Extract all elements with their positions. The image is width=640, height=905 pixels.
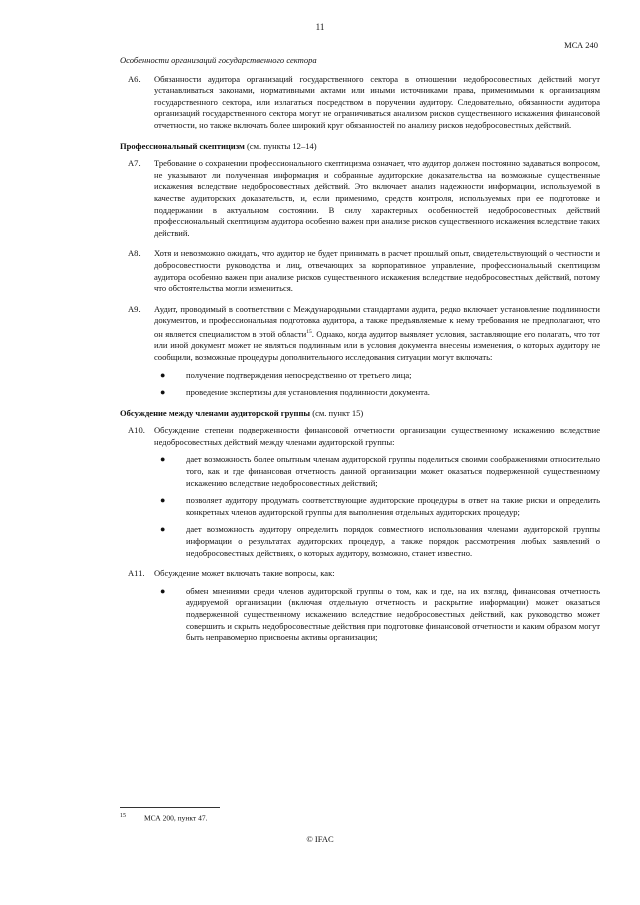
bullet-icon: ● [160, 585, 166, 596]
paragraph-text: Обсуждение степени подверженности финансовой отчетности организации существенному искажению вследствие недобросовестных действий между членами аудиторской группы: [154, 425, 600, 447]
paragraph-a10 [120, 425, 600, 448]
paragraph-a11 [120, 568, 600, 580]
paragraph-a7 [120, 158, 600, 239]
list-item: ● дает возможность более опытным членам аудиторской группы поделиться своими соображениями относительно того, как и где финансовая отчетность данной организации может оказаться подверженной существенному искажению вследствие недобросовестных действий; [160, 454, 600, 488]
list-item: ● позволяет аудитору продумать соответствующие аудиторские процедуры в ответ на такие риски и определить конкретных членов аудиторской группы для выполнения отдельных аудиторских процедур; [160, 495, 600, 517]
section-heading-public-sector: Особенности организаций государственного сектора [120, 55, 317, 65]
footnote [120, 813, 207, 823]
paragraph-text-continued: . Однако, когда аудитор выявляет условия, заставляющие его полагать, что тот или иной документ может не являться подлинным или в условия документа внесены изменения, о которых аудитору не сообщили, возможные процедуры дополнительного исследования ситуации могут включать: [154, 328, 600, 362]
bullet-icon: ● [160, 524, 166, 535]
footnote-divider [120, 807, 220, 808]
paragraph-a9 [120, 304, 600, 364]
bullet-icon: ● [160, 495, 166, 506]
paragraph-text: Аудит, проводимый в соответствии с Международными стандартами аудита, редко включает установление подлинности документов, и профессиональная подготовка аудитора, а также предъявляемые к нему требования не предполагают, что он является специалистом в этой области [154, 303, 600, 339]
paragraph-text: Требование о сохранении профессионального скептицизма означает, что аудитор должен постоянно задаваться вопросом, не указывают ли полученная информация и собранные аудиторские доказательства на возможные существенные искажения вследствие недобросовестных действий. Это включает анализ надежности информации, используемой в качестве аудиторских доказательств, и, если применимо, средств контроля, используемых при ее подготовке и поддержании в актуальном состоянии. В силу характерных особенностей недобросовестных действий профессиональный скептицизм аудитора особенно важен при анализе рисков существенного искажения вследствие таких действий. [154, 158, 600, 238]
bullet-icon: ● [160, 387, 166, 398]
list-item: ● проведение экспертизы для установления подлинности документа. [160, 387, 430, 398]
copyright-footer: © IFAC [306, 834, 334, 844]
paragraph-number: A6. [128, 73, 141, 84]
list-item: ● получение подтверждения непосредственно от третьего лица; [160, 369, 412, 380]
section-heading-skepticism [120, 141, 600, 153]
paragraph-number: A11. [128, 568, 145, 579]
paragraph-a8 [120, 248, 600, 294]
bullet-icon: ● [160, 369, 166, 380]
list-item: ● дает возможность аудитору определить порядок совместного использования членами аудиторской группы информации о результатах аудиторских процедур, а также порядок рассмотрения любых заявлений о недобросовестных действиях, о которых аудитору, возможно, станет известно. [160, 524, 600, 558]
paragraph-number: A7. [128, 158, 141, 169]
page-number: 11 [315, 22, 325, 32]
paragraph-text: Обсуждение может включать такие вопросы, как: [154, 568, 335, 579]
bullet-list-a9 [154, 370, 600, 399]
bullet-list-a11 [154, 586, 600, 644]
bullet-icon: ● [160, 454, 166, 465]
bullet-list-a10 [154, 454, 600, 559]
heading-reference: (см. пункты 12–14) [244, 140, 317, 151]
paragraph-a6 [120, 74, 600, 132]
footnote-mark: 15 [120, 813, 126, 819]
heading-title: Обсуждение между членами аудиторской группы [120, 407, 311, 418]
heading-title: Профессиональный скептицизм [120, 140, 245, 151]
document-body [120, 55, 600, 653]
heading-reference: (см. пункт 15) [310, 407, 364, 418]
paragraph-text: Обязанности аудитора организаций государственного сектора в отношении недобросовестных действий могут устанавливаться законами, нормативными актами или иными источниками права, применимыми к организациям государственного сектора, или излагаться посредством в поручении аудитору. Следовательно, обязанности аудитора организаций государственного сектора могут не ограничиваться анализом рисков существенного искажения финансовой отчетности, но также включать более широкий круг обязанностей по анализу рисков недобросовестных действий. [154, 73, 600, 130]
paragraph-number: A10. [128, 425, 145, 436]
paragraph-number: A8. [128, 248, 141, 259]
list-item: ● обмен мнениями среди членов аудиторской группы о том, как и где, на их взгляд, финансовая отчетность аудируемой организации (включая отдельную отчетность и раскрытие информации) может оказаться подверженной существенному искажению вследствие недобросовестных действий, как руководство может совершить и скрыть недобросовестные действия при подготовке финансовой отчетности и каким образом могут быть неправомерно присвоены активы организации; [160, 585, 600, 643]
paragraph-number: A9. [128, 303, 141, 314]
footnote-reference[interactable]: 15 [306, 328, 312, 335]
section-heading-team-discussion [120, 408, 600, 420]
paragraph-text: Хотя и невозможно ожидать, что аудитор не будет принимать в расчет прошлый опыт, свидетельствующий о честности и добросовестности руководства и лиц, отвечающих за корпоративное управление, профессиональный скептицизм аудитора особенно важен при анализе рисков существенного искажения вследствие недобросовестных действий, потому что обстоятельства могли измениться. [154, 248, 600, 294]
standard-reference: МСА 240 [564, 40, 598, 50]
footnote-text: МСА 200, пункт 47. [144, 813, 208, 823]
